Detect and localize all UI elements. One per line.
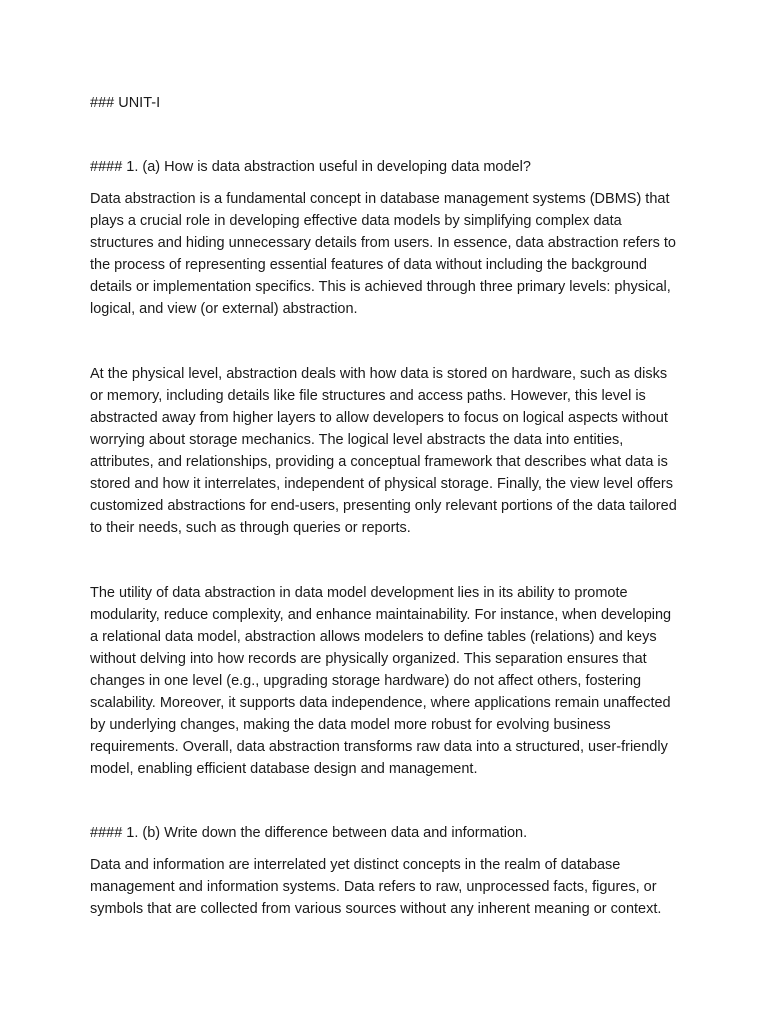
paragraph-1a-3: The utility of data abstraction in data model development lies in its ability to promote modularity, reduce complexity, and enhance maintainability. For instance, when developing a relational data model, abstraction allows modelers to define tables (relations) and keys without delving into how records are physically organized. This separation ensures that changes in one level (e.g., upgrading storage hardware) do not affect others, fostering scalability. Moreover, it supports data independence, where applications remain unaffected by underlying changes, making the data model more robust for evolving business requirements. Overall, data abstraction transforms raw data into a structured, user-friendly model, enabling efficient database design and management.	[90, 585, 672, 777]
unit-heading: ### UNIT-I	[90, 95, 161, 111]
paragraph-1a-1: Data abstraction is a fundamental concept in database management systems (DBMS) that plays a crucial role in developing effective data models by simplifying complex data structures and hiding unnecessary details from users. In essence, data abstraction refers to the process of representing essential features of data without including the background details or implementation specifics. This is achieved through three primary levels: physical, logical, and view (or external) abstraction.	[90, 191, 676, 317]
document-page	[90, 92, 680, 963]
question-1b-heading: #### 1. (b) Write down the difference between data and information.	[90, 825, 528, 841]
question-1a-heading: #### 1. (a) How is data abstraction useful in developing data model?	[90, 159, 531, 175]
paragraph-1b-1: Data and information are interrelated yet distinct concepts in the realm of database management and information systems. Data refers to raw, unprocessed facts, figures, or symbols that are collected from various sources without any inherent meaning or context.	[90, 857, 662, 917]
paragraph-1a-2: At the physical level, abstraction deals with how data is stored on hardware, such as disks or memory, including details like file structures and access paths. However, this level is abstracted away from higher layers to allow developers to focus on logical aspects without worrying about storage mechanics. The logical level abstracts the data into entities, attributes, and relationships, providing a conceptual framework that describes what data is stored and how it interrelates, independent of physical storage. Finally, the view level offers customized abstractions for end-users, presenting only relevant portions of the data tailored to their needs, such as through queries or reports.	[90, 366, 677, 536]
